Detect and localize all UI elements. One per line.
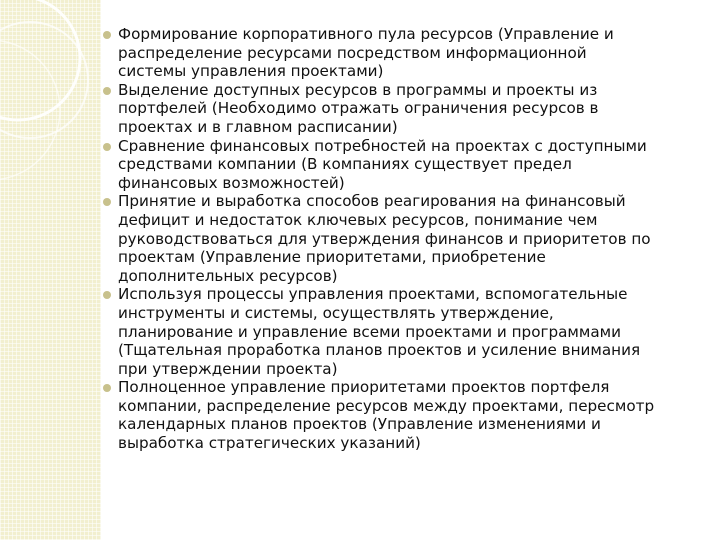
decorative-circles (0, 0, 101, 540)
bullet-item (100, 81, 700, 137)
bullet-icon (103, 384, 111, 392)
bullet-icon (103, 31, 111, 39)
bullet-icon (103, 291, 111, 299)
bullet-text: Полноценное управление приоритетами проектов портфеля компании, распределение ресурсов между проектами, пересмотр календарных планов проектов (Управление изменениями и выработка стратегических указаний) (118, 378, 655, 453)
bullet-list (100, 25, 700, 453)
bullet-text: Принятие и выработка способов реагирования на финансовый дефицит и недостаток ключевых ресурсов, понимание чем руководствоваться для утверждения финансов и приоритетов по проектам (Управление приоритетами, приобретение дополнительных ресурсов) (118, 192, 651, 285)
bullet-item (100, 378, 700, 452)
bullet-icon (103, 87, 111, 95)
bullet-item (100, 25, 700, 81)
bullet-item (100, 192, 700, 285)
bullet-icon (103, 198, 111, 206)
bullet-text: Сравнение финансовых потребностей на проектах с доступными средствами компании (В компаниях существует предел финансовых возможностей) (118, 136, 647, 192)
bullet-item (100, 137, 700, 193)
bullet-text: Выделение доступных ресурсов в программы и проекты из портфелей (Необходимо отражать ограничения ресурсов в проектах и в главном расписании) (118, 80, 599, 136)
bullet-item (100, 285, 700, 378)
slide-content (100, 25, 700, 453)
bullet-text: Используя процессы управления проектами, вспомогательные инструменты и системы, осуществлять утверждение, планирование и управление всеми проектами и программами (Тщательная проработка планов проектов и усиление внимания при утверждении проекта) (118, 285, 641, 378)
bullet-text: Формирование корпоративного пула ресурсов (Управление и распределение ресурсами посредством информационной системы управления проектами) (118, 25, 614, 81)
bullet-icon (103, 143, 111, 151)
